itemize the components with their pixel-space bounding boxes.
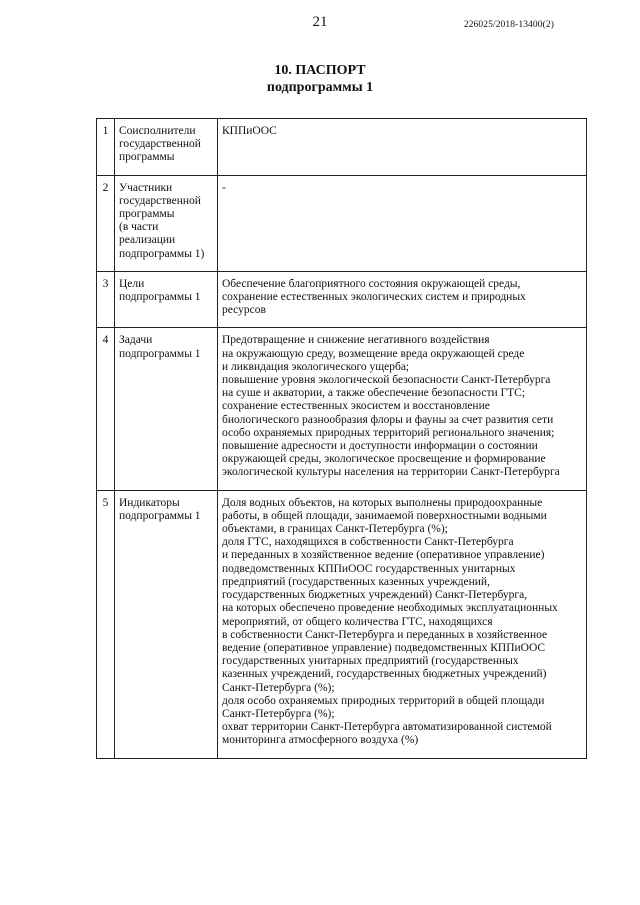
row-content: - xyxy=(218,175,587,271)
row-number: 2 xyxy=(97,175,115,271)
row-label: Индикаторы подпрограммы 1 xyxy=(115,490,218,758)
document-id: 226025/2018-13400(2) xyxy=(463,20,554,30)
table-row xyxy=(97,271,587,328)
row-label: Соисполнители государственной программы xyxy=(115,119,218,176)
table-row xyxy=(97,119,587,176)
page-number: 21 xyxy=(312,14,328,30)
row-number: 5 xyxy=(97,490,115,758)
table-row xyxy=(97,490,587,758)
row-label: Цели подпрограммы 1 xyxy=(115,271,218,328)
row-number: 3 xyxy=(97,271,115,328)
title-line-1: 10. ПАСПОРТ xyxy=(274,63,366,78)
table-row xyxy=(97,175,587,271)
title-line-2: подпрограммы 1 xyxy=(266,80,374,95)
row-content: Предотвращение и снижение негативного воздействия на окружающую среду, возмещение вреда окружающей среде и ликвидация экологического ущерба; повышение уровня экологической безопасности Санкт-Петербурга на суше и акватории, а также обеспечение безопасности ГТС; сохранение естественных экосистем и восстановление биологического разнообразия флоры и фауны за счет развития сети особо охраняемых природных территорий регионального значения; повышение адресности и доступности информации о состоянии окружающей среды, экологическое просвещение и формирование экологической культуры населения на территории Санкт-Петербурга xyxy=(218,328,587,490)
row-number: 1 xyxy=(97,119,115,176)
page-title xyxy=(0,62,640,96)
row-content: Доля водных объектов, на которых выполнены природоохранные работы, в общей площади, занимаемой поверхностными водными объектами, в границах Санкт-Петербурга (%); доля ГТС, находящихся в собственности Санкт-Петербурга и переданных в хозяйственное ведение (оперативное управление) подведомственных КППиООС государственных унитарных предприятий (государственных казенных учреждений, государственных бюджетных учреждений) Санкт-Петербурга, на которых обеспечено проведение необходимых эксплуатационных мероприятий, от общего количества ГТС, находящихся в собственности Санкт-Петербурга и переданных в хозяйственное ведение (оперативное управление) подведомственных КППиООС государственных унитарных предприятий (государственных казенных учреждений, государственных бюджетных учреждений) Санкт-Петербурга (%); доля особо охраняемых природных территорий в общей площади Санкт-Петербурга (%); охват территории Санкт-Петербурга автоматизированной системой мониторинга атмосферного воздуха (%) xyxy=(218,490,587,758)
table-row xyxy=(97,328,587,490)
passport-table xyxy=(96,118,587,759)
row-label: Задачи подпрограммы 1 xyxy=(115,328,218,490)
row-label: Участники государственной программы (в части реализации подпрограммы 1) xyxy=(115,175,218,271)
row-content: КППиООС xyxy=(218,119,587,176)
row-number: 4 xyxy=(97,328,115,490)
row-content: Обеспечение благоприятного состояния окружающей среды, сохранение естественных экологических систем и природных ресурсов xyxy=(218,271,587,328)
